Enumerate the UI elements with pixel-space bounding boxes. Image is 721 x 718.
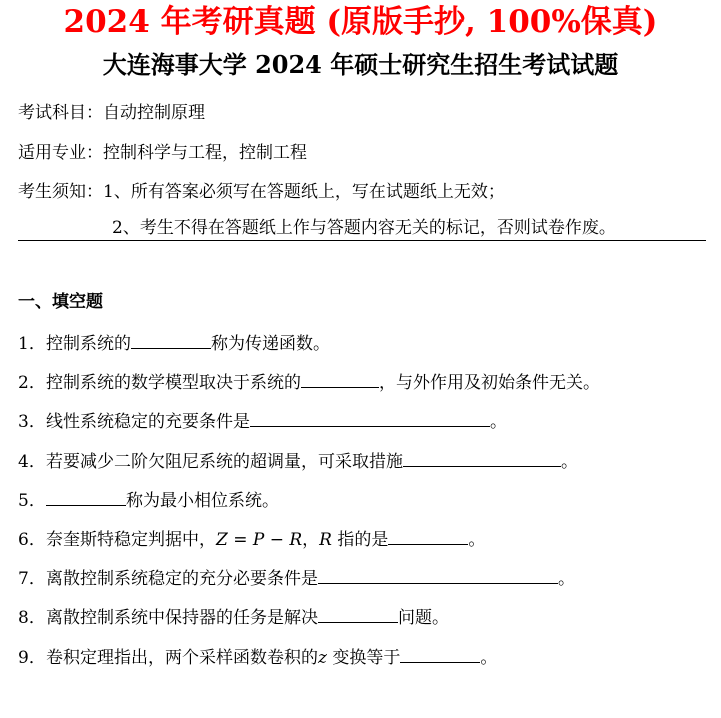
notice-line-2	[18, 216, 706, 241]
major-line	[18, 141, 307, 165]
question-text-end: 。	[480, 648, 498, 668]
question-text-end: 。	[561, 452, 578, 472]
question-number: 9．	[18, 648, 46, 668]
question-text-2: 变换等于	[326, 648, 401, 668]
question-6	[18, 526, 485, 552]
banner-title: 2024 年考研真题 (原版手抄, 100%保真)	[63, 4, 658, 40]
question-7	[18, 565, 575, 591]
exam-title: 大连海事大学 2024 年硕士研究生招生考试试题	[102, 50, 619, 79]
question-3	[18, 408, 507, 434]
notice-label: 考生须知：	[18, 182, 103, 202]
question-2	[18, 369, 600, 395]
question-text-mid: ，	[302, 530, 320, 550]
question-text-end: 。	[490, 412, 507, 432]
notice-item-2: 2、考生不得在答题纸上作与答题内容无关的标记，否则试卷作废。	[112, 218, 616, 238]
question-text-end: 。	[468, 530, 486, 550]
answer-blank	[388, 526, 468, 545]
question-text: 卷积定理指出，两个采样函数卷积的	[46, 648, 318, 668]
subject-label: 考试科目：	[18, 103, 103, 123]
question-5	[18, 487, 279, 513]
notice-item-1: 1、所有答案必须写在答题纸上，写在试题纸上无效；	[103, 182, 505, 202]
question-9	[18, 644, 497, 670]
answer-blank	[400, 644, 480, 663]
question-number: 7．	[18, 569, 46, 589]
question-text: 控制系统的数学模型取决于系统的	[46, 373, 301, 393]
answer-blank	[318, 604, 398, 623]
question-number: 8．	[18, 608, 46, 628]
question-number: 1．	[18, 334, 46, 354]
formula: Z = P − R	[216, 530, 303, 550]
answer-blank	[301, 369, 379, 388]
answer-blank	[403, 448, 561, 467]
section-title: 一、填空题	[18, 292, 103, 312]
question-number: 5．	[18, 491, 46, 511]
question-number: 6．	[18, 530, 46, 550]
question-8	[18, 604, 449, 630]
variable: R	[319, 530, 332, 550]
question-text-end: 称为最小相位系统。	[126, 491, 279, 511]
variable: z	[318, 648, 327, 668]
subject-line	[18, 101, 205, 125]
question-text: 线性系统稳定的充要条件是	[46, 412, 250, 432]
question-text-end: ，与外作用及初始条件无关。	[379, 373, 600, 393]
question-text: 奈奎斯特稳定判据中，	[46, 530, 216, 550]
question-text-end: 。	[558, 569, 575, 589]
question-text: 若要减少二阶欠阻尼系统的超调量，可采取措施	[46, 452, 403, 472]
question-text-2: 指的是	[331, 530, 389, 550]
answer-blank	[250, 408, 490, 427]
subject-value: 自动控制原理	[103, 103, 205, 123]
question-text: 离散控制系统中保持器的任务是解决	[46, 608, 318, 628]
notice-line-1	[18, 180, 505, 204]
major-value: 控制科学与工程，控制工程	[103, 143, 307, 163]
answer-blank	[46, 487, 126, 506]
question-text-end: 称为传递函数。	[211, 334, 330, 354]
question-number: 4．	[18, 452, 46, 472]
major-label: 适用专业：	[18, 143, 103, 163]
question-4	[18, 448, 578, 474]
answer-blank	[318, 565, 558, 584]
question-number: 2．	[18, 373, 46, 393]
question-text: 离散控制系统稳定的充分必要条件是	[46, 569, 318, 589]
answer-blank	[131, 330, 211, 349]
question-number: 3．	[18, 412, 46, 432]
question-text: 控制系统的	[46, 334, 131, 354]
question-text-end: 问题。	[398, 608, 449, 628]
question-1	[18, 330, 330, 356]
